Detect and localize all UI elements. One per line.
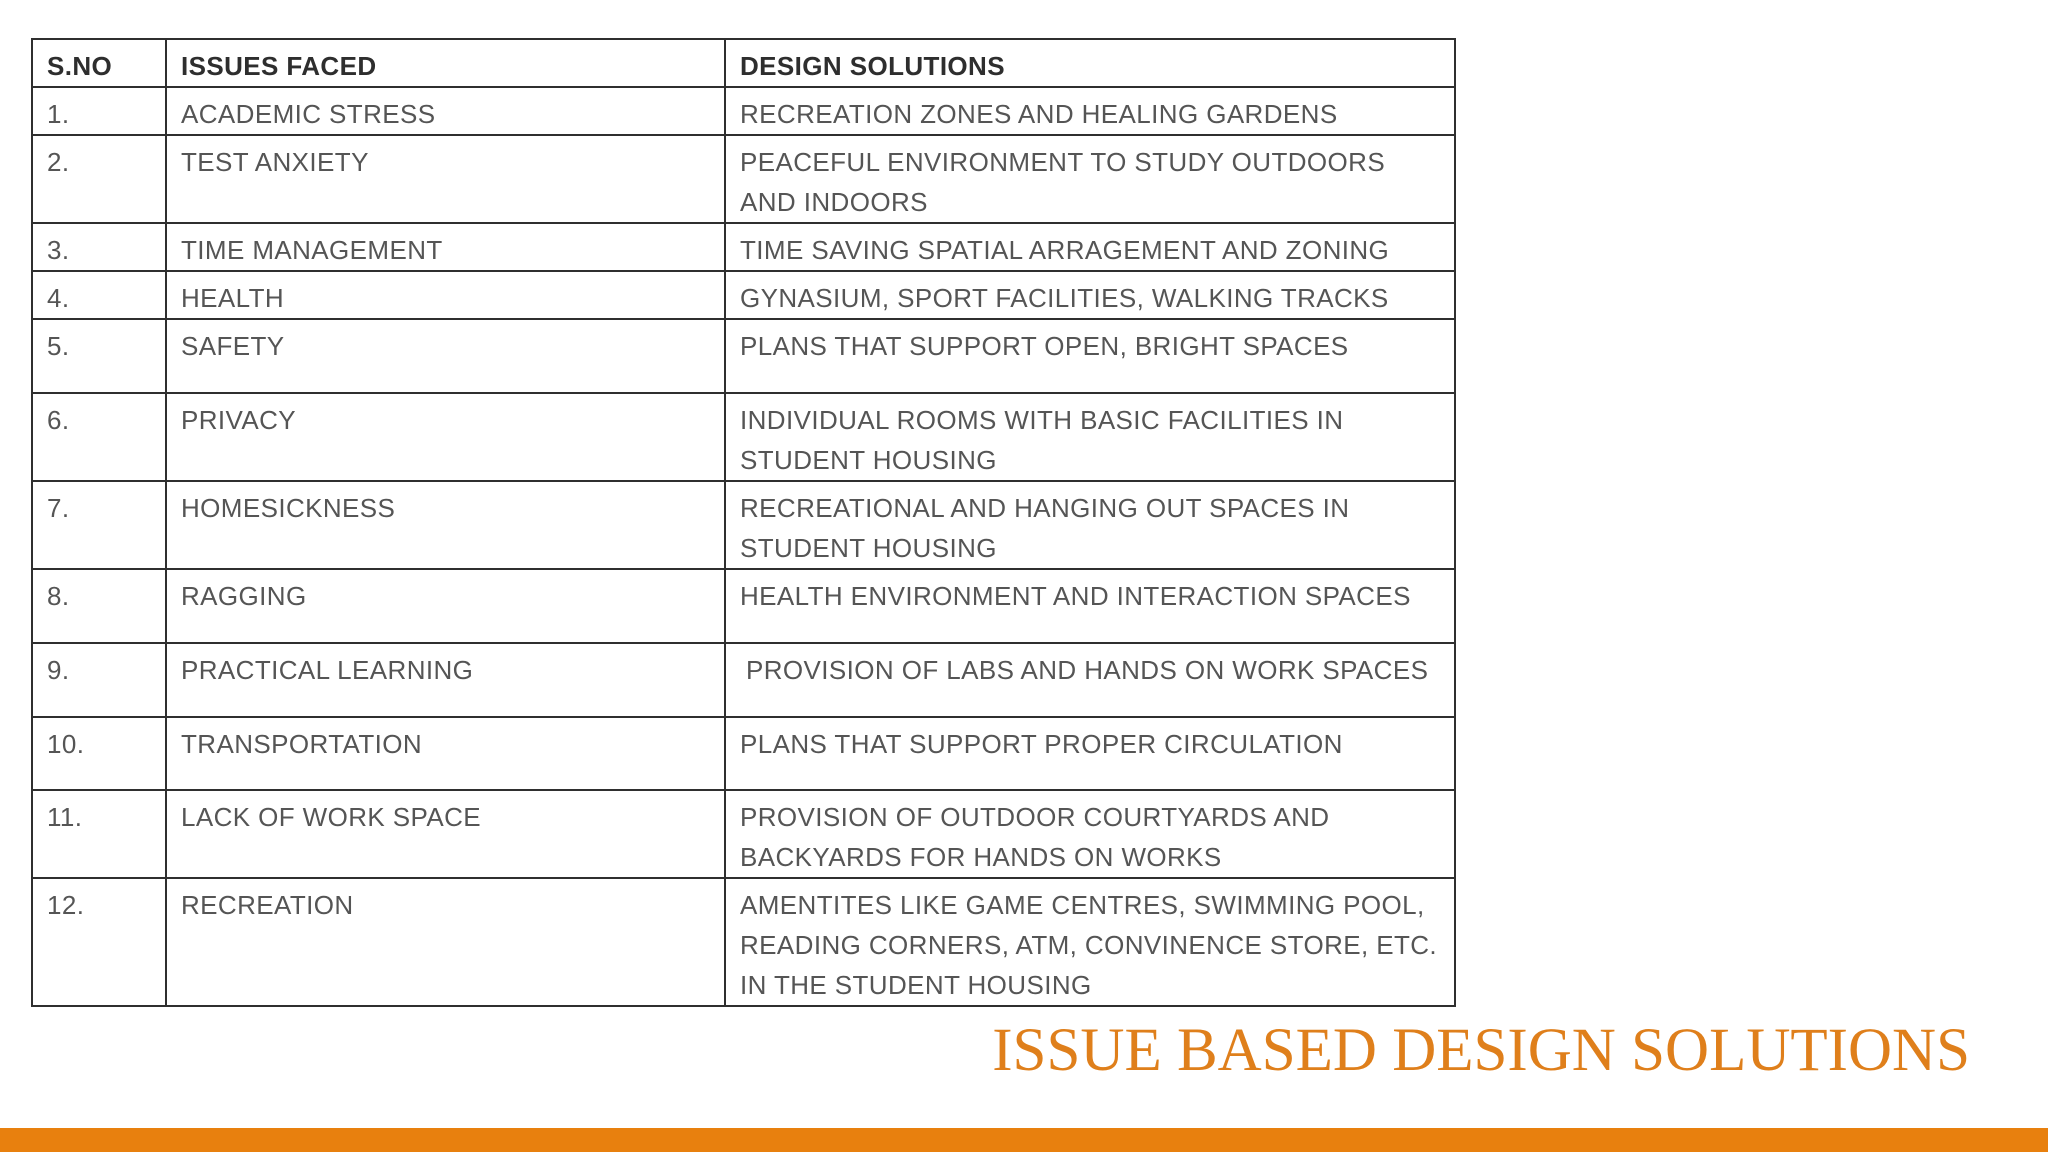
cell-issue: PRACTICAL LEARNING [166,643,725,717]
cell-sno: 10. [32,717,166,790]
cell-sno: 5. [32,319,166,393]
cell-solution: HEALTH ENVIRONMENT AND INTERACTION SPACES [725,569,1455,643]
cell-solution: RECREATIONAL AND HANGING OUT SPACES IN STUDENT HOUSING [725,481,1455,569]
cell-sno: 12. [32,878,166,1006]
cell-solution: INDIVIDUAL ROOMS WITH BASIC FACILITIES IN STUDENT HOUSING [725,393,1455,481]
cell-solution: PLANS THAT SUPPORT OPEN, BRIGHT SPACES [725,319,1455,393]
cell-issue: SAFETY [166,319,725,393]
cell-sno: 2. [32,135,166,223]
table-row [32,569,1455,643]
cell-sno: 6. [32,393,166,481]
cell-sno: 4. [32,271,166,319]
table-row [32,271,1455,319]
cell-issue: LACK OF WORK SPACE [166,790,725,878]
table-row [32,790,1455,878]
table-row [32,717,1455,790]
cell-issue: RAGGING [166,569,725,643]
table-row [32,643,1455,717]
table-row [32,223,1455,271]
table-header-row [32,39,1455,87]
table-row [32,319,1455,393]
cell-issue: TEST ANXIETY [166,135,725,223]
table-row [32,87,1455,135]
cell-issue: PRIVACY [166,393,725,481]
cell-sno: 1. [32,87,166,135]
cell-sno: 11. [32,790,166,878]
table-row [32,393,1455,481]
slide-title: ISSUE BASED DESIGN SOLUTIONS [992,1017,1970,1084]
cell-solution: PLANS THAT SUPPORT PROPER CIRCULATION [725,717,1455,790]
cell-sno: 8. [32,569,166,643]
cell-solution: PEACEFUL ENVIRONMENT TO STUDY OUTDOORS AND INDOORS [725,135,1455,223]
cell-issue: RECREATION [166,878,725,1006]
table-row [32,878,1455,1006]
table-row [32,481,1455,569]
cell-solution: TIME SAVING SPATIAL ARRAGEMENT AND ZONING [725,223,1455,271]
cell-issue: ACADEMIC STRESS [166,87,725,135]
cell-solution: AMENTITES LIKE GAME CENTRES, SWIMMING POOL, READING CORNERS, ATM, CONVINENCE STORE, ETC. IN THE STUDENT HOUSING [725,878,1455,1006]
cell-solution: PROVISION OF LABS AND HANDS ON WORK SPACES [725,643,1455,717]
table-row [32,135,1455,223]
header-design-solutions: DESIGN SOLUTIONS [725,39,1455,87]
cell-sno: 9. [32,643,166,717]
cell-solution: GYNASIUM, SPORT FACILITIES, WALKING TRACKS [725,271,1455,319]
cell-issue: HEALTH [166,271,725,319]
cell-issue: TIME MANAGEMENT [166,223,725,271]
cell-issue: TRANSPORTATION [166,717,725,790]
header-sno: S.NO [32,39,166,87]
cell-issue: HOMESICKNESS [166,481,725,569]
issues-table [31,38,1456,1007]
cell-solution: PROVISION OF OUTDOOR COURTYARDS AND BACKYARDS FOR HANDS ON WORKS [725,790,1455,878]
accent-bar [0,1128,2048,1152]
header-issues-faced: ISSUES FACED [166,39,725,87]
cell-solution: RECREATION ZONES AND HEALING GARDENS [725,87,1455,135]
cell-sno: 7. [32,481,166,569]
cell-sno: 3. [32,223,166,271]
